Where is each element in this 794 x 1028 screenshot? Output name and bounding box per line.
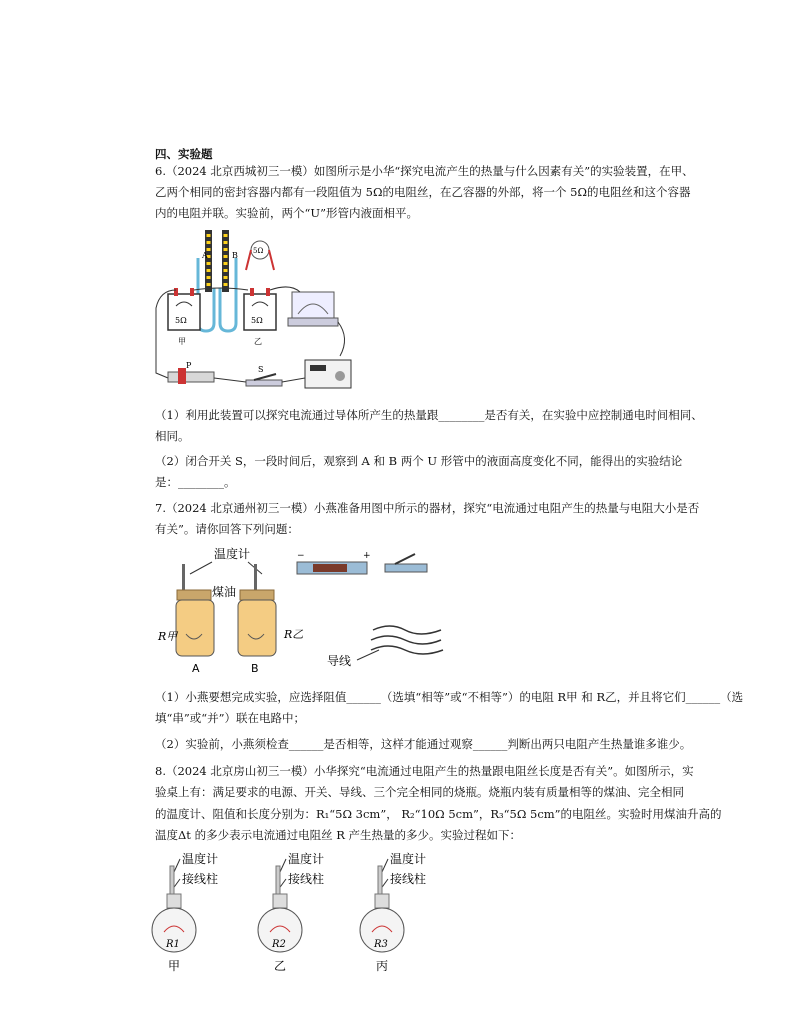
- flask-yi-thermometer-label: 温度计: [288, 852, 325, 866]
- q6-stem-line-3: 内的电阻并联。实验前，两个“U”形管内液面相平。: [155, 206, 418, 220]
- r-yi-label: R乙: [284, 628, 304, 641]
- section-title: 四、实验题: [155, 147, 213, 161]
- r-jia-label: R甲: [158, 630, 178, 643]
- thermometer-label: 温度计: [214, 547, 251, 561]
- q8-stem-line-4: 温度Δt 的多少表示电流通过电阻丝 R 产生热量的多少。实验过程如下：: [155, 828, 522, 842]
- rheostat-label: P: [186, 361, 192, 370]
- q6-part2-line-1: （2）闭合开关 S，一段时间后，观察到 A 和 B 两个 U 形管中的液面高度变化不同，能得出的实验结论: [155, 454, 683, 468]
- q8-stem-line-3: 的温度计、阻值和长度分别为：R₁“5Ω 3cm”， R₂“10Ω 5cm”，R₃“5Ω 5cm”的电阻丝。实验时用煤油升高的: [155, 807, 722, 821]
- container-yi-label: 乙: [254, 337, 262, 346]
- flask-yi-name: 乙: [274, 959, 287, 973]
- q7-equipment-figure: [295, 552, 455, 672]
- container-jia-resistor: 5Ω: [175, 316, 187, 325]
- minus-label: −: [297, 551, 305, 561]
- container-jia-label: 甲: [178, 337, 186, 346]
- q7-part1-line-2: 填“串”或“并”）联在电路中；: [155, 711, 306, 725]
- flask-jia-terminal-label: 接线柱: [182, 872, 219, 886]
- container-yi-resistor: 5Ω: [251, 316, 263, 325]
- flask-bing-terminal-label: 接线柱: [390, 872, 427, 886]
- switch-label: S: [258, 365, 264, 374]
- q6-part1-line-1: （1）利用此装置可以探究电流通过导体所产生的热量跟________是否有关，在实验中应控制通电时间相同、: [155, 408, 703, 422]
- q7-part1-line-1: （1）小燕要想完成实验，应选择阻值______（选填“相等”或“不相等”）的电阻 R甲 和 R乙，并且将它们______（选: [155, 690, 744, 704]
- bottle-b-label: B: [251, 662, 259, 675]
- tube-a-label: A: [202, 251, 208, 260]
- flask-jia-thermometer-label: 温度计: [182, 852, 219, 866]
- tube-b-label: B: [232, 251, 238, 260]
- q7-stem-line-1: 7.（2024 北京通州初三一模）小燕准备用图中所示的器材，探究“电流通过电阻产生的热量与电阻大小是否: [155, 501, 700, 515]
- q6-stem-line-2: 乙两个相同的密封容器内都有一段阻值为 5Ω的电阻丝，在乙容器的外部，将一个 5Ω的电阻丝和这个容器: [155, 185, 691, 199]
- q8-flasks-figure: [150, 850, 450, 975]
- q6-part2-line-2: 是：________。: [155, 475, 236, 489]
- q6-part1-line-2: 相同。: [155, 429, 190, 443]
- q7-bottles-figure: [150, 544, 310, 679]
- flask-yi-terminal-label: 接线柱: [288, 872, 325, 886]
- q7-part2: （2）实验前，小燕须检查______是否相等，这样才能通过观察______判断出两只电阻产生热量谁多谁少。: [155, 737, 692, 751]
- flask-jia-name: 甲: [168, 959, 181, 973]
- plus-label: +: [363, 551, 371, 561]
- wire-label: 导线: [327, 654, 352, 668]
- flask-bing: [360, 851, 426, 973]
- flask-yi-resistor-label: R2: [272, 939, 286, 950]
- q7-stem-line-2: 有关”。请你回答下列问题：: [155, 522, 299, 536]
- flask-bing-resistor-label: R3: [374, 939, 388, 950]
- flask-jia-resistor-label: R1: [166, 939, 180, 950]
- q8-stem-line-2: 验桌上有：满足要求的电源、开关、导线、三个完全相同的烧瓶。烧瓶内装有质量相等的煤油、完全相同: [155, 785, 684, 799]
- flask-bing-thermometer-label: 温度计: [390, 852, 427, 866]
- flask-bing-name: 丙: [376, 959, 389, 973]
- kerosene-label: 煤油: [212, 585, 237, 599]
- flask-yi: [258, 851, 324, 973]
- flask-jia: [152, 851, 218, 973]
- q8-stem-line-1: 8.（2024 北京房山初三一模）小华探究“电流通过电阻产生的热量跟电阻丝长度是否有关”。如图所示，实: [155, 764, 694, 778]
- external-resistor-label: 5Ω: [253, 247, 264, 255]
- q6-circuit-figure: [150, 228, 370, 403]
- q6-stem-line-1: 6.（2024 北京西城初三一模）如图所示是小华“探究电流产生的热量与什么因素有关”的实验装置，在甲、: [155, 164, 694, 178]
- bottle-a-label: A: [192, 662, 200, 675]
